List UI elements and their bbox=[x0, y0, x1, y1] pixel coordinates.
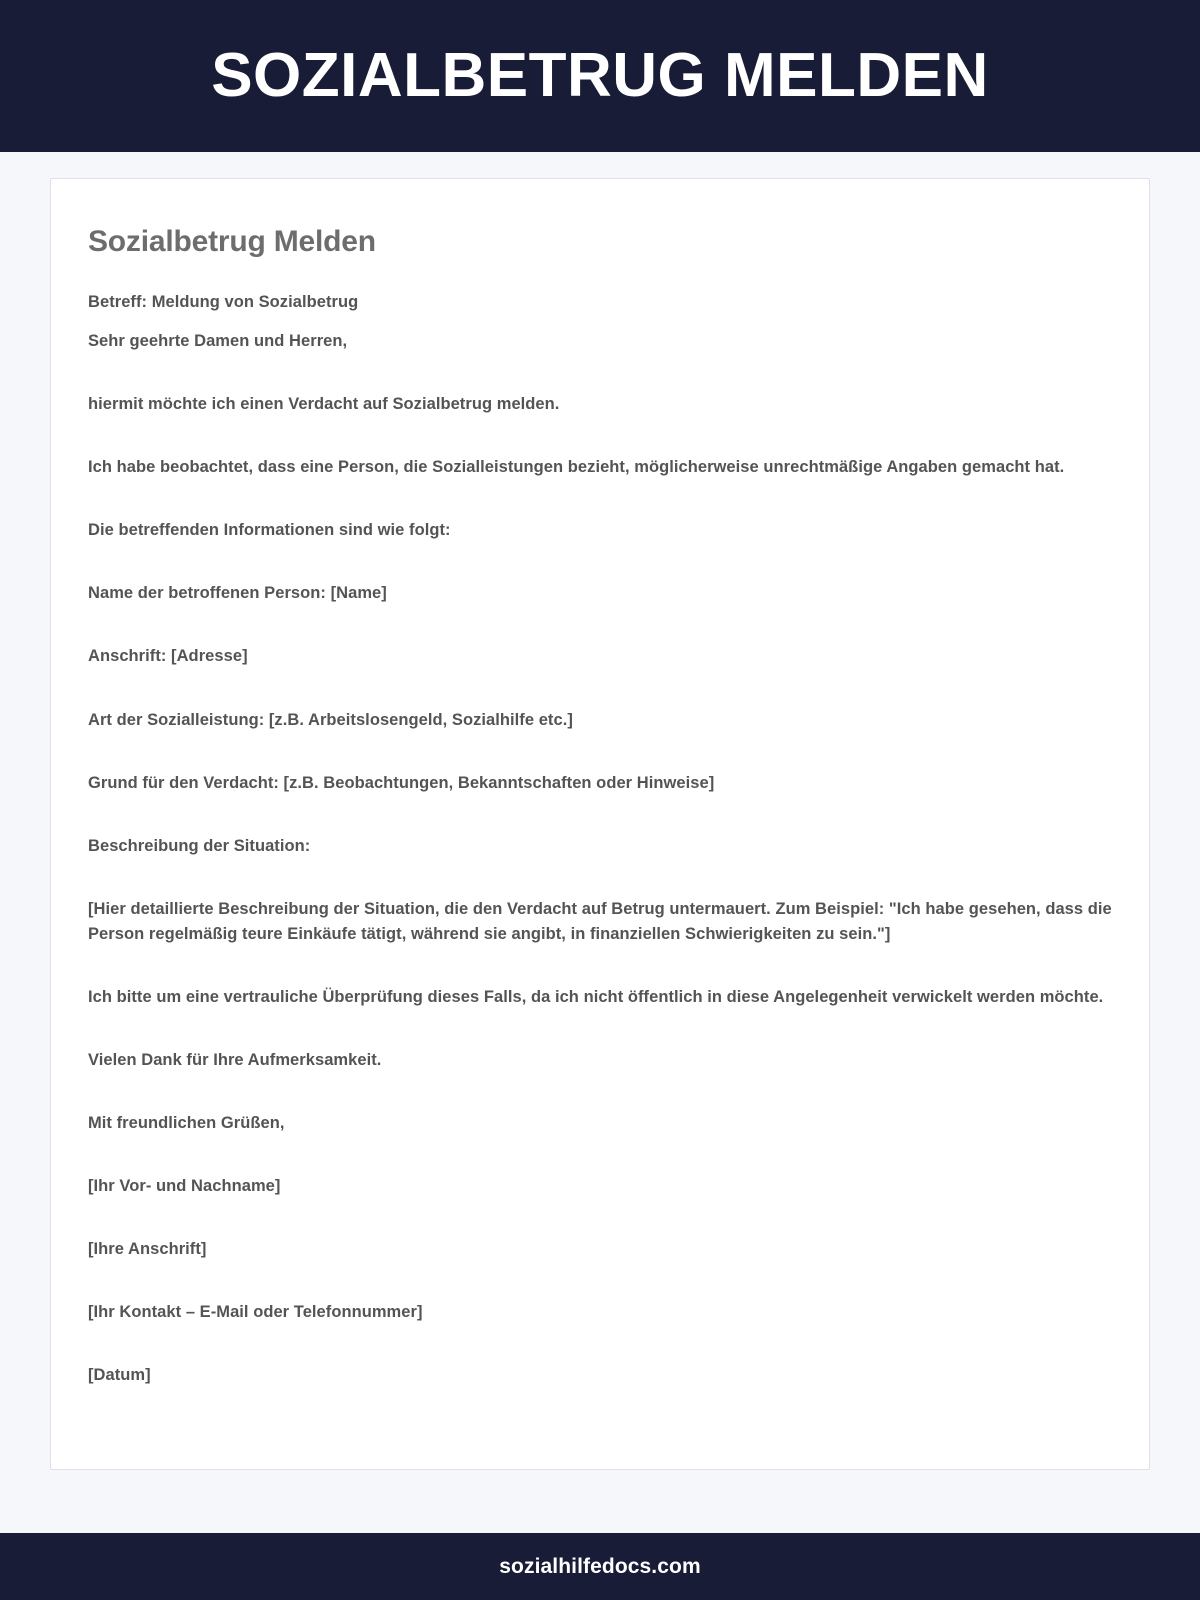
document-heading: Sozialbetrug Melden bbox=[88, 225, 376, 258]
document-paragraph-situation-label: Beschreibung der Situation: bbox=[88, 836, 311, 855]
document-paragraph-situation-body: [Hier detaillierte Beschreibung der Situation, die den Verdacht auf Betrug untermauert. Zum Beispiel: "Ich habe gesehen, dass die Person regelmäßig teure Einkäufe tätigt, während sie angibt, in finanziellen Schwierigkeiten zu sein."] bbox=[88, 899, 1112, 943]
document-paragraph-field-benefit: Art der Sozialleistung: [z.B. Arbeitslosengeld, Sozialhilfe etc.] bbox=[88, 710, 573, 729]
document-paragraph-field-address: Anschrift: [Adresse] bbox=[88, 647, 248, 666]
document-paragraph-sig-date: [Datum] bbox=[88, 1366, 151, 1385]
page-content-area bbox=[0, 152, 1200, 1533]
page-title: SOZIALBETRUG MELDEN bbox=[211, 41, 989, 110]
document-paragraph-field-reason: Grund für den Verdacht: [z.B. Beobachtungen, Bekanntschaften oder Hinweise] bbox=[88, 773, 715, 792]
document-paragraph-subject: Betreff: Meldung von Sozialbetrug bbox=[88, 293, 359, 311]
document-paragraph-salutation: Sehr geehrte Damen und Herren, bbox=[88, 332, 348, 351]
page-header-band bbox=[0, 0, 1200, 152]
document-body bbox=[88, 290, 1112, 1388]
document-paragraph-sig-name: [Ihr Vor- und Nachname] bbox=[88, 1177, 281, 1196]
document-paragraph-field-name: Name der betroffenen Person: [Name] bbox=[88, 584, 387, 603]
document-paragraph-observation: Ich habe beobachtet, dass eine Person, die Sozialleistungen bezieht, möglicherweise unrechtmäßige Angaben gemacht hat. bbox=[88, 458, 1065, 477]
footer-site-name: sozialhilfedocs.com bbox=[499, 1554, 701, 1578]
document-paragraph-thanks: Vielen Dank für Ihre Aufmerksamkeit. bbox=[88, 1051, 382, 1070]
document-paragraph-sig-address: [Ihre Anschrift] bbox=[88, 1240, 207, 1259]
page-footer-band bbox=[0, 1533, 1200, 1600]
document-card bbox=[50, 178, 1150, 1470]
document-paragraph-confidentiality: Ich bitte um eine vertrauliche Überprüfung dieses Falls, da ich nicht öffentlich in diese Angelegenheit verwickelt werden möchte. bbox=[88, 987, 1104, 1006]
document-paragraph-sig-contact: [Ihr Kontakt – E-Mail oder Telefonnummer] bbox=[88, 1303, 423, 1322]
document-paragraph-info-lead-in: Die betreffenden Informationen sind wie folgt: bbox=[88, 521, 451, 540]
document-paragraph-intro: hiermit möchte ich einen Verdacht auf Sozialbetrug melden. bbox=[88, 395, 560, 414]
document-paragraph-closing: Mit freundlichen Grüßen, bbox=[88, 1114, 285, 1133]
